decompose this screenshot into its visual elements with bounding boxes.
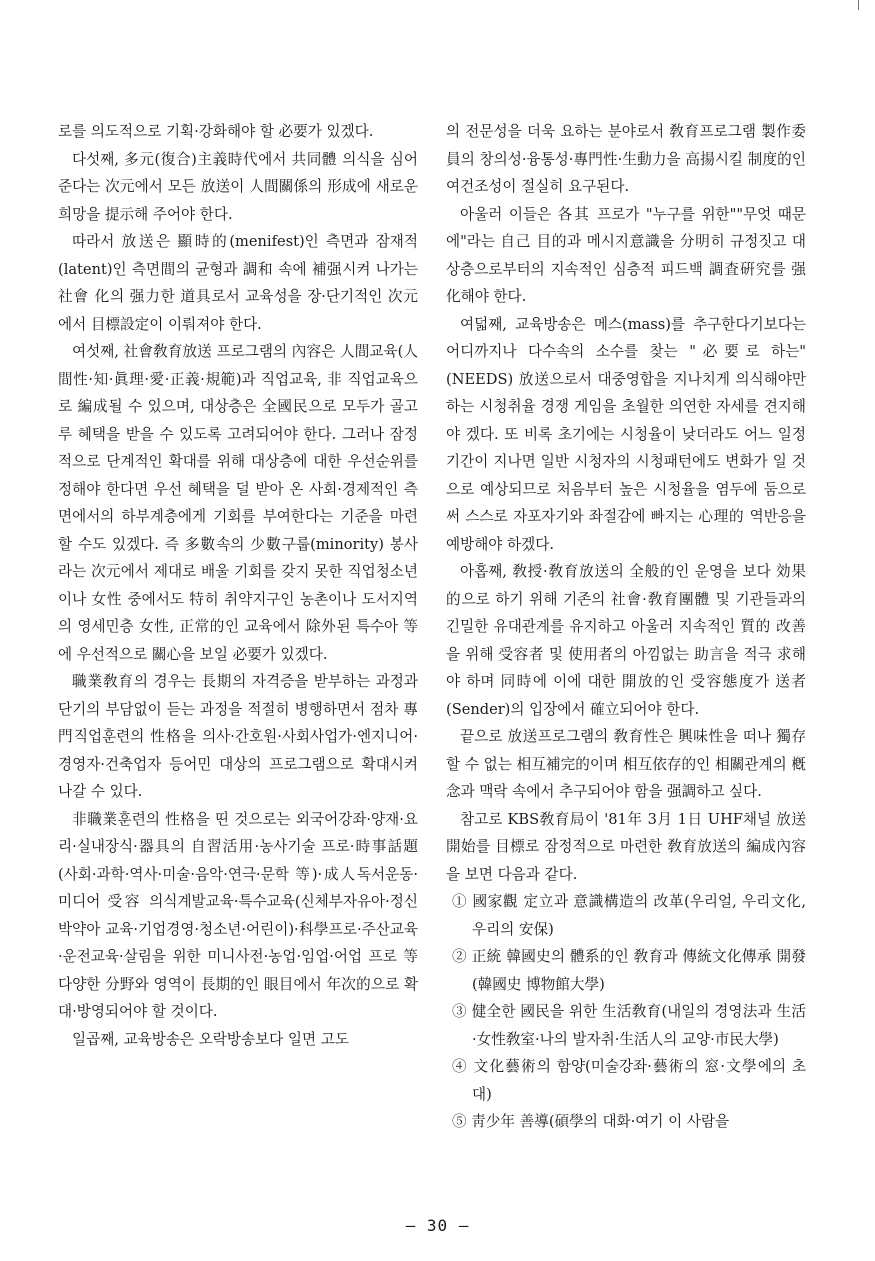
paragraph: 로를 의도적으로 기획·강화해야 할 必要가 있겠다. <box>58 123 374 140</box>
paragraph: 의 전문성을 더욱 요하는 분야로서 敎育프로그램 製作委員의 창의성·융통성·專門性·生動力을 高揚시킬 制度的인 여건조성이 절실히 요구된다. <box>446 123 806 195</box>
scan-mark <box>858 0 859 10</box>
right-column <box>446 118 806 1136</box>
paragraph: 따라서 放送은 顯時的(menifest)인 측면과 잠재적(latent)인 측면間의 균형과 調和 속에 補强시켜 나가는 社會 化의 强力한 道具로서 교육성을 장·단기적인 次元에서 目標設定이 이뤄져야 한다. <box>58 233 418 333</box>
page-number: — 30 — <box>405 1216 470 1235</box>
paragraph: 참고로 KBS敎育局이 '81年 3月 1日 UHF채널 放送開始를 目標로 잠정적으로 마련한 敎育放送의 編成內容을 보면 다음과 같다. <box>446 810 806 883</box>
paragraph: 아울러 이들은 各其 프로가 "누구를 위한""무엇 때문에"라는 自己 目的과 메시지意識을 分明히 규정짓고 대상층으로부터의 지속적인 심층적 피드백 調査硏究를 强化해야 한다. <box>446 205 806 305</box>
paragraph: 職業敎育의 경우는 長期의 자격증을 받부하는 과정과 단기의 부담없이 듣는 과정을 적절히 병행하면서 점차 專門직업훈련의 性格을 의사·간호원·사회사업가·엔지니어·경영자·건축업자 등어민 대상의 프로그램으로 확대시켜 나갈 수 있다. <box>58 673 418 800</box>
paragraph: 非職業훈련의 性格을 띤 것으로는 외국어강좌·양재·요리·실내장식·器具의 自習活用·농사기술 프로·時事話題(사회·과학·역사·미술·음악·연극·문학 等)·成人독서운동·미디어 受容 의식계발교육·특수교육(신체부자유아·정신박약아 교육·기업경영·청소년·어린이)·科學프로·주산교육·운전교육·살림을 위한 미니사전·농업·임업·어업 프로 等 다양한 分野와 영역이 長期的인 眼目에서 年次的으로 확대·방영되어야 할 것이다. <box>58 810 418 1020</box>
paragraph: 일곱째, 교육방송은 오락방송보다 일면 고도 <box>72 1030 349 1048</box>
paragraph: 다섯째, 多元(復合)主義時代에서 共同體 의식을 심어준다는 次元에서 모든 放送이 人間關係의 形成에 새로운 희망을 提示해 주어야 한다. <box>58 150 418 223</box>
program-list <box>446 888 806 1136</box>
paragraph: 여덟째, 교육방송은 메스(mass)를 추구한다기보다는 어디까지나 다수속의 소수를 찾는 "必要로 하는"(NEEDS) 放送으로서 대중영합을 지나치게 의식해야만 하는 시청취율 경쟁 게임을 초월한 의연한 자세를 견지해야 겠다. 또 비록 초기에는 시청율이 낮더라도 어느 일정기간이 지나면 일반 시청자의 시청패턴에도 변화가 일 것으로 예상되므로 처음부터 높은 시청율을 염두에 둠으로써 스스로 자포자기와 좌절감에 빠지는 心理的 역반응을 예방해야 하겠다. <box>446 315 806 553</box>
list-item: ③ 健全한 國民을 위한 生活敎育(내일의 경영法과 生活·女性敎室·나의 발자취·生活人의 교양·市民大學) <box>452 1003 806 1048</box>
left-column <box>58 118 418 1053</box>
paragraph: 아홉째, 敎授·敎育放送의 全般的인 운영을 보다 効果的으로 하기 위해 기존의 社會·敎育團體 및 기관들과의 긴밀한 유대관계를 유지하고 아울러 지속적인 質的 改善을 위해 受容者 및 使用者의 아낌없는 助言을 적극 求해야 하며 同時에 이에 대한 開放的인 受容態度가 送者(Sender)의 입장에서 確立되어야 한다. <box>446 563 806 718</box>
paragraph: 끝으로 放送프로그램의 敎育性은 興味性을 떠나 獨存할 수 없는 相互補完的이며 相互依存的인 相關관계의 槪念과 맥락 속에서 추구되어야 함을 强調하고 싶다. <box>446 728 806 800</box>
list-item: ④ 文化藝術의 함양(미술강좌·藝術의 窓·文學에의 초대) <box>452 1058 806 1103</box>
list-item: ⑤ 靑少年 善導(碩學의 대화·여기 이 사람을 <box>452 1113 730 1130</box>
list-item: ① 國家觀 定立과 意識構造의 改革(우리얼, 우리文化, 우리의 安保) <box>452 893 806 938</box>
list-item: ② 正統 韓國史의 體系的인 敎育과 傳統文化傳承 開發(韓國史 博物館大學) <box>452 948 806 993</box>
paragraph: 여섯째, 社會敎育放送 프로그램의 內容은 人間교육(人間性·知·眞理·愛·正義·規範)과 직업교육, 非 직업교육으로 編成될 수 있으며, 대상층은 全國民으로 모두가 골고루 혜택을 받을 수 있도록 고려되어야 한다. 그러나 잠정적으로 단계적인 확대를 위해 대상층에 대한 우선순위를 정해야 한다면 우선 혜택을 덜 받아 온 사회·경제적인 측면에서의 하부계층에게 기회를 부여한다는 기준을 마련할 수도 있겠다. 즉 多數속의 少數구룹(minority) 봉사라는 次元에서 제대로 배울 기회를 갖지 못한 직업청소년이나 女性 중에서도 特히 취약지구인 농촌이나 도서지역의 영세민층 女性, 正常的인 교육에서 除外된 특수아 等에 우선적으로 關心을 보일 必要가 있겠다. <box>58 343 418 663</box>
